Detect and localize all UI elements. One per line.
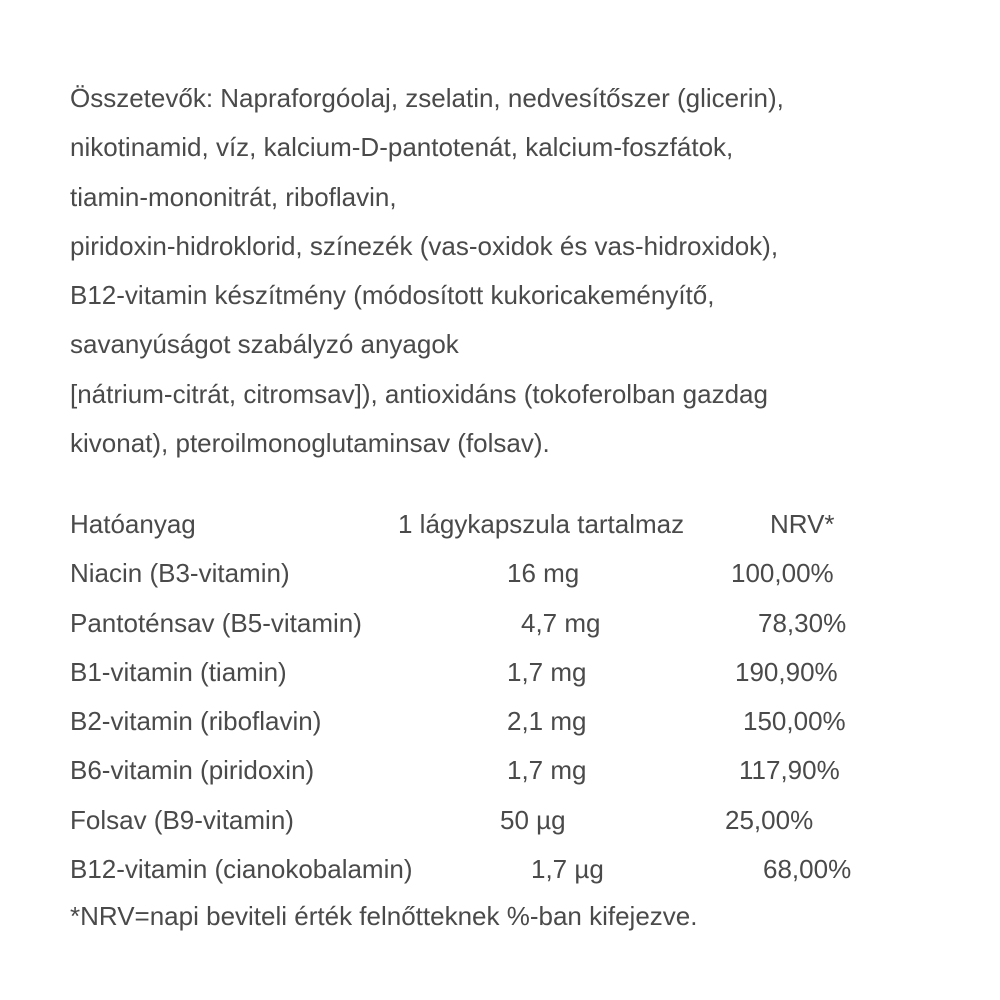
ingredients-line: savanyúságot szabályzó anyagok (70, 329, 459, 360)
table-header (70, 500, 970, 549)
row-name: B6-vitamin (piridoxin) (70, 755, 315, 786)
row-nrv: 25,00% (725, 804, 814, 835)
row-amount: 1,7 mg (507, 656, 587, 687)
table-row (70, 549, 970, 598)
ingredients-line: tiamin-mononitrát, riboflavin, (70, 181, 397, 212)
row-name: B2-vitamin (riboflavin) (70, 706, 322, 737)
row-nrv: 78,30% (758, 607, 847, 638)
row-nrv: 68,00% (763, 854, 852, 885)
row-amount: 16 mg (507, 558, 580, 589)
row-name: B1-vitamin (tiamin) (70, 656, 287, 687)
table-row (70, 845, 970, 894)
ingredients-line: nikotinamid, víz, kalcium-D-pantotenát, kalcium-foszfátok, (70, 132, 734, 163)
row-name: Pantoténsav (B5-vitamin) (70, 607, 362, 638)
ingredients-line: kivonat), pteroilmonoglutaminsav (folsav). (70, 428, 550, 459)
nutrition-table (70, 500, 970, 894)
row-name: Folsav (B9-vitamin) (70, 804, 294, 835)
ingredients-paragraph (70, 74, 970, 468)
row-name: Niacin (B3-vitamin) (70, 558, 290, 589)
table-row (70, 697, 970, 746)
ingredients-line: Összetevők: Napraforgóolaj, zselatin, nedvesítőszer (glicerin), (70, 83, 784, 113)
header-name: Hatóanyag (70, 509, 196, 539)
table-row (70, 746, 970, 795)
row-amount: 1,7 µg (531, 854, 604, 885)
table-row (70, 648, 970, 697)
row-nrv: 190,90% (735, 656, 838, 687)
row-amount: 4,7 mg (521, 607, 601, 638)
nrv-footnote: *NRV=napi beviteli érték felnőtteknek %-ban kifejezve. (70, 901, 698, 931)
row-amount: 1,7 mg (507, 755, 587, 786)
row-nrv: 150,00% (743, 706, 846, 737)
row-name: B12-vitamin (cianokobalamin) (70, 854, 413, 885)
row-nrv: 100,00% (731, 558, 834, 589)
table-row (70, 796, 970, 845)
ingredients-line: [nátrium-citrát, citromsav]), antioxidáns (tokoferolban gazdag (70, 378, 768, 409)
row-amount: 50 µg (500, 804, 566, 835)
ingredients-line: B12-vitamin készítmény (módosított kukoricakeményítő, (70, 280, 715, 311)
ingredients-line: piridoxin-hidroklorid, színezék (vas-oxidok és vas-hidroxidok), (70, 230, 779, 261)
row-amount: 2,1 mg (507, 706, 587, 737)
table-row (70, 599, 970, 648)
header-nrv: NRV* (770, 509, 835, 539)
row-nrv: 117,90% (739, 755, 840, 786)
header-amount: 1 lágykapszula tartalmaz (398, 509, 685, 539)
